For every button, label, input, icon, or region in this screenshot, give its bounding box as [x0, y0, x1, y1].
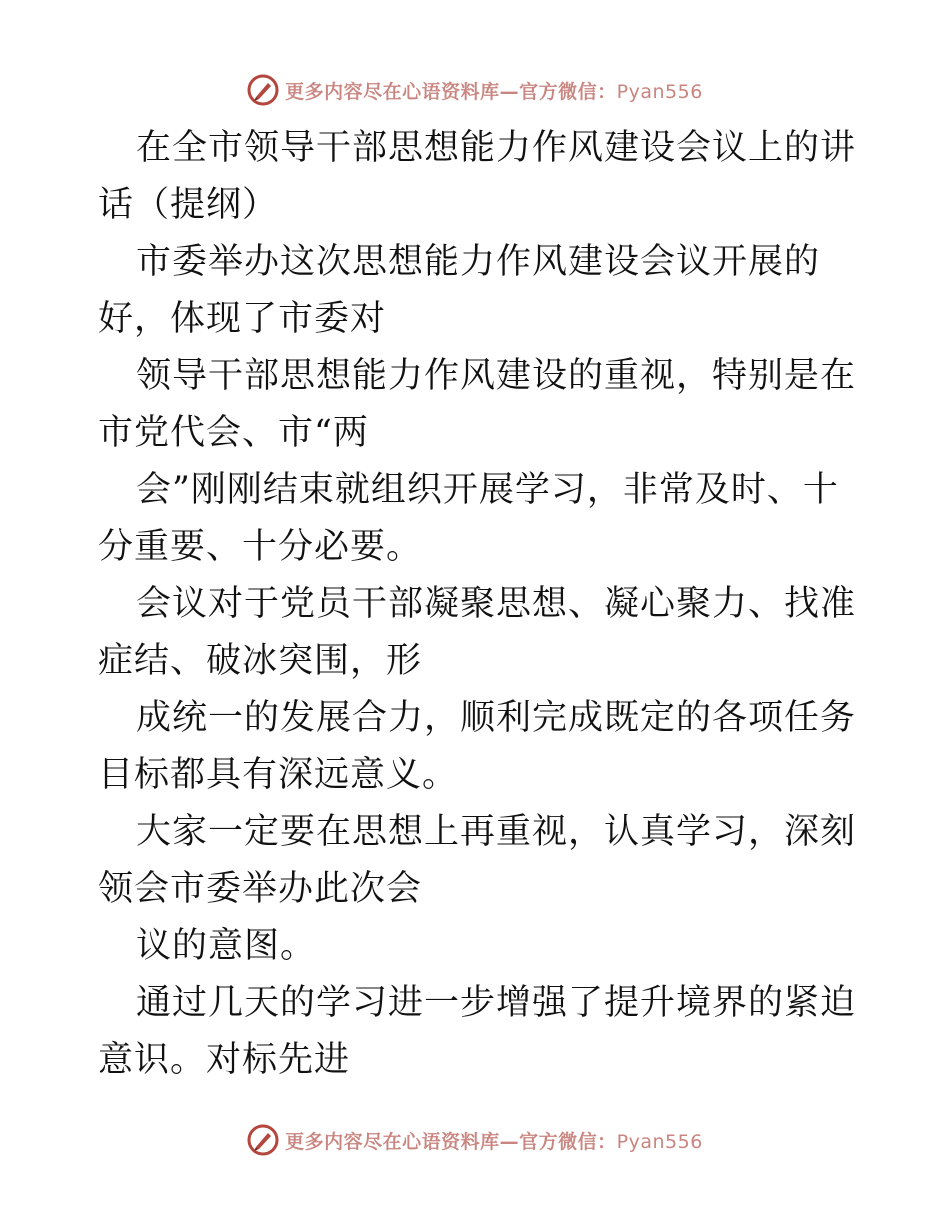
paragraph: 议的意图。 — [136, 926, 317, 966]
header-banner-text: 更多内容尽在心语资料库—官方微信：Pyan556 — [285, 80, 703, 103]
paragraph: 大家一定要在思想上再重视，认真学习，深刻领会市委举办此次会 — [98, 812, 857, 909]
footer-banner-text: 更多内容尽在心语资料库—官方微信：Pyan556 — [285, 1130, 703, 1153]
paragraph-title: 在全市领导干部思想能力作风建设会议上的讲话（提纲） — [98, 128, 857, 225]
paragraph: 通过几天的学习进一步增强了提升境界的紧迫意识。对标先进 — [98, 983, 857, 1080]
pen-logo-icon — [247, 1124, 279, 1156]
paragraph: 领导干部思想能力作风建设的重视，特别是在市党代会、市“两 — [98, 356, 857, 453]
paragraph: 会议对于党员干部凝聚思想、凝心聚力、找准症结、破冰突围，形 — [98, 584, 857, 681]
footer-banner — [0, 1120, 950, 1160]
document-body — [98, 120, 858, 1089]
paragraph: 成统一的发展合力，顺利完成既定的各项任务目标都具有深远意义。 — [98, 698, 857, 795]
paragraph: 会”刚刚结束就组织开展学习，非常及时、十分重要、十分必要。 — [98, 470, 839, 567]
pen-logo-icon — [247, 74, 279, 106]
header-banner — [0, 70, 950, 110]
paragraph: 市委举办这次思想能力作风建设会议开展的好，体现了市委对 — [98, 242, 821, 339]
